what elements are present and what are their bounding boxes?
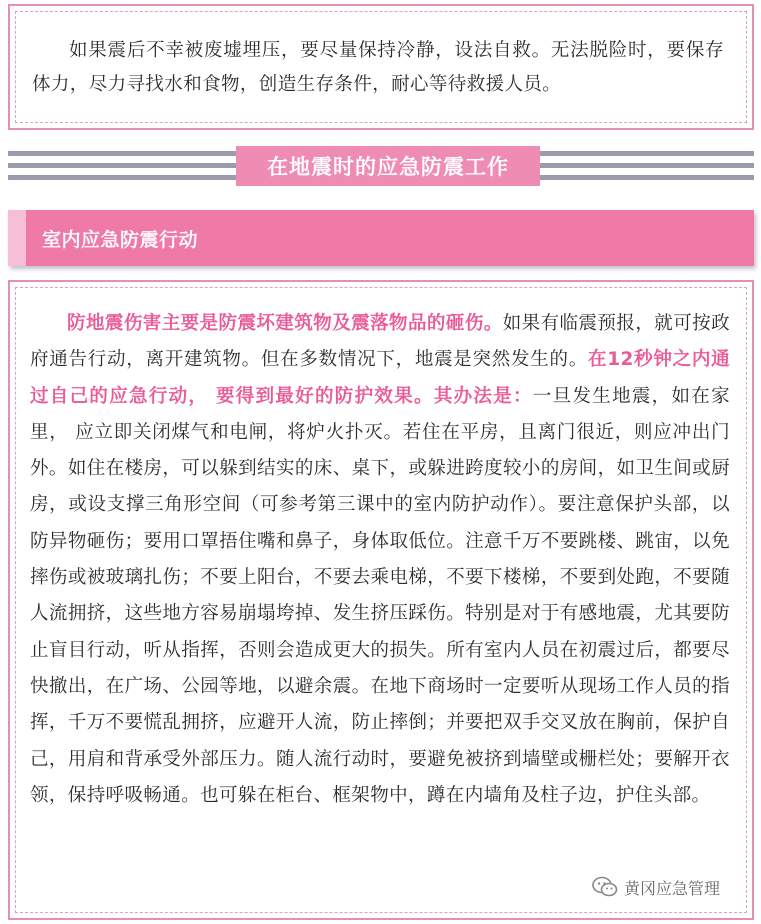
content-paragraph <box>30 306 730 814</box>
section-banner <box>8 146 754 186</box>
highlight-text: 在12秒钟之内通过自己的应急行动， 要得到最好的防护效果。其办法是： <box>30 349 730 407</box>
header-accent <box>8 210 26 266</box>
self-rescue-paragraph: 如果震后不幸被废墟埋压，要尽量保持冷静，设法自救。无法脱险时，要保存体力，尽力寻找水和食物，创造生存条件，耐心等待救援人员。 <box>32 40 724 95</box>
wechat-icon <box>592 876 618 898</box>
highlight-text: 防地震伤害主要是防震坏建筑物及震落物品的砸伤。 <box>67 313 503 334</box>
body-text: 一旦发生地震，如在家里， 应立即关闭煤气和电闸，将炉火扑灭。若住在平房，且离门很近，则应冲出门外。如住在楼房，可以躲到结实的床、桌下，或躲进跨度较小的房间，如卫生间或厨房，或设支撑三角形空间（可参考第三课中的室内防护动作）。要注意保护头部，以防异物砸伤；要用口罩捂住嘴和鼻子，身体取低位。注意千万不要跳楼、跳宙，以免摔伤或被玻璃扎伤；不要上阳台，不要去乘电梯，不要下楼梯，不要到处跑，不要随人流拥挤，这些地方容易崩塌垮掉、发生挤压踩伤。特别是对于有感地震，尤其要防止盲目行动，听从指挥，否则会造成更大的损失。所有室内人员在初震过后，都要尽快撤出，在广场、公园等地，以避余震。在地下商场时一定要听从现场工作人员的指挥，千万不要慌乱拥挤，应避开人流，防止摔倒；并要把双手交叉放在胸前，保护自己，用肩和背承受外部压力。随人流行动时，要避免被挤到墙壁或栅栏处；要解开衣领，保持呼吸畅通。也可躲在柜台、框架物中，蹲在内墙角及柱子边，护住头部。 <box>30 385 730 806</box>
section-header <box>8 210 754 266</box>
banner-title: 在地震时的应急防震工作 <box>236 146 540 186</box>
section-title: 室内应急防震行动 <box>42 228 199 251</box>
watermark <box>592 872 720 902</box>
body-text: 如果有临震预报，就可按政府通告行动，离开建筑物。但在多数情况下，地震是突然发生的。 <box>30 313 731 371</box>
watermark-label: 黄冈应急管理 <box>624 878 721 898</box>
